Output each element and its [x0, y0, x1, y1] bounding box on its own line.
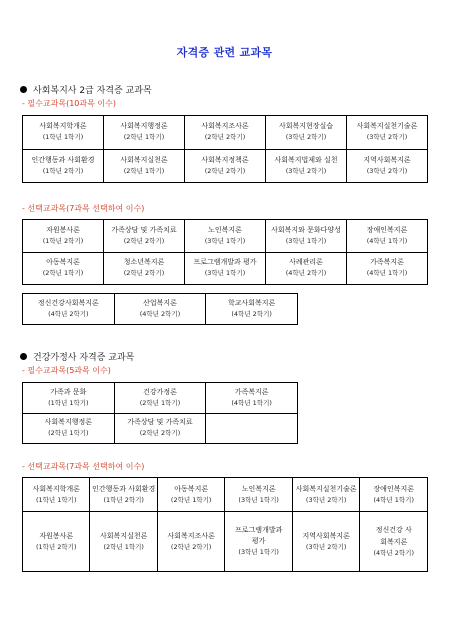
course-cell: 아동복지론 (2학년 1학기)	[23, 252, 104, 285]
course-cell: 지역사회복지론 (3학년 2학기)	[347, 149, 428, 183]
course-cell: 학교사회복지론 (4학년 2학기)	[206, 294, 298, 325]
course-cell: 인간행동과 사회환경 (1학년 2학기)	[23, 149, 104, 183]
table-sw-elective-extra	[22, 293, 298, 325]
course-cell: 자원봉사론 (1학년 2학기)	[23, 220, 104, 253]
course-cell: 정신건강 사회복지론 (4학년 2학기)	[360, 512, 428, 572]
course-cell: 산업복지론 (4학년 2학기)	[114, 294, 206, 325]
course-cell: 사회복지조사론 (2학년 2학기)	[185, 116, 266, 150]
course-cell: 정신건강사회복지론 (4학년 2학기)	[23, 294, 115, 325]
course-cell: 사회복지실천기술론 (3학년 2학기)	[292, 478, 360, 512]
course-cell: 사회복지법제와 실천 (3학년 2학기)	[266, 149, 347, 183]
course-cell: 가족복지론 (4학년 1학기)	[206, 383, 298, 414]
empty-cell	[206, 413, 298, 444]
table-hf-required	[22, 382, 298, 444]
course-cell: 사회복지실천론 (2학년 1학기)	[90, 512, 157, 572]
course-cell: 아동복지론 (2학년 1학기)	[157, 478, 225, 512]
section-heading-social-worker: 사회복지사 2급 자격증 교과목	[20, 83, 152, 96]
table-sw-required	[22, 115, 428, 183]
course-cell: 사회복지정책론 (2학년 2학기)	[185, 149, 266, 183]
course-cell: 장애인복지론 (4학년 1학기)	[347, 220, 428, 253]
course-cell: 장애인복지론 (4학년 1학기)	[360, 478, 428, 512]
course-cell: 가족복지론 (4학년 1학기)	[347, 252, 428, 285]
course-cell: 노인복지론 (3학년 1학기)	[185, 220, 266, 253]
course-cell: 프로그램개발과 평가 (3학년 1학기)	[185, 252, 266, 285]
course-cell: 사회복지행정론 (2학년 1학기)	[23, 413, 115, 444]
group-label-elective: - 선택교과목(7과목 선택하여 이수)	[22, 462, 145, 471]
course-cell: 지역사회복지론 (3학년 2학기)	[292, 512, 360, 572]
bullet-icon	[20, 86, 27, 93]
section-heading-healthy-family: 건강가정사 자격증 교과목	[20, 350, 134, 363]
course-cell: 사례관리론 (4학년 2학기)	[266, 252, 347, 285]
course-cell: 사회복지학개론 (1학년 1학기)	[23, 478, 90, 512]
course-cell: 사회복지실천기술론 (3학년 2학기)	[347, 116, 428, 150]
course-cell: 인간행동과 사회환경 (1학년 2학기)	[90, 478, 157, 512]
course-cell: 사회복지실천론 (2학년 1학기)	[104, 149, 185, 183]
course-cell: 가족상담 및 가족치료 (2학년 2학기)	[104, 220, 185, 253]
course-cell: 가족과 문화 (1학년 1학기)	[23, 383, 115, 414]
table-sw-elective	[22, 219, 428, 285]
group-label-elective: - 선택교과목(7과목 선택하여 이수)	[22, 204, 145, 213]
group-label-required: - 필수교과목(10과목 이수)	[22, 99, 116, 108]
course-cell: 프로그램개발과 평가 (3학년 1학기)	[225, 512, 293, 572]
course-cell: 사회복지조사론 (2학년 2학기)	[157, 512, 225, 572]
course-cell: 건강가정론 (2학년 1학기)	[114, 383, 206, 414]
course-cell: 사회복지현장실습 (3학년 2학기)	[266, 116, 347, 150]
page-title: 자격증 관련 교과목	[176, 46, 273, 59]
table-hf-elective	[22, 477, 428, 572]
course-cell: 청소년복지론 (2학년 2학기)	[104, 252, 185, 285]
course-cell: 노인복지론 (3학년 1학기)	[225, 478, 293, 512]
course-cell: 사회복지와 문화다양성 (3학년 1학기)	[266, 220, 347, 253]
course-cell: 가족상담 및 가족치료 (2학년 2학기)	[114, 413, 206, 444]
course-cell: 자원봉사론 (1학년 2학기)	[23, 512, 90, 572]
course-cell: 사회복지학개론 (1학년 1학기)	[23, 116, 104, 150]
group-label-required: - 필수교과목(5과목 이수)	[22, 366, 111, 375]
bullet-icon	[20, 353, 27, 360]
course-cell: 사회복지행정론 (2학년 1학기)	[104, 116, 185, 150]
